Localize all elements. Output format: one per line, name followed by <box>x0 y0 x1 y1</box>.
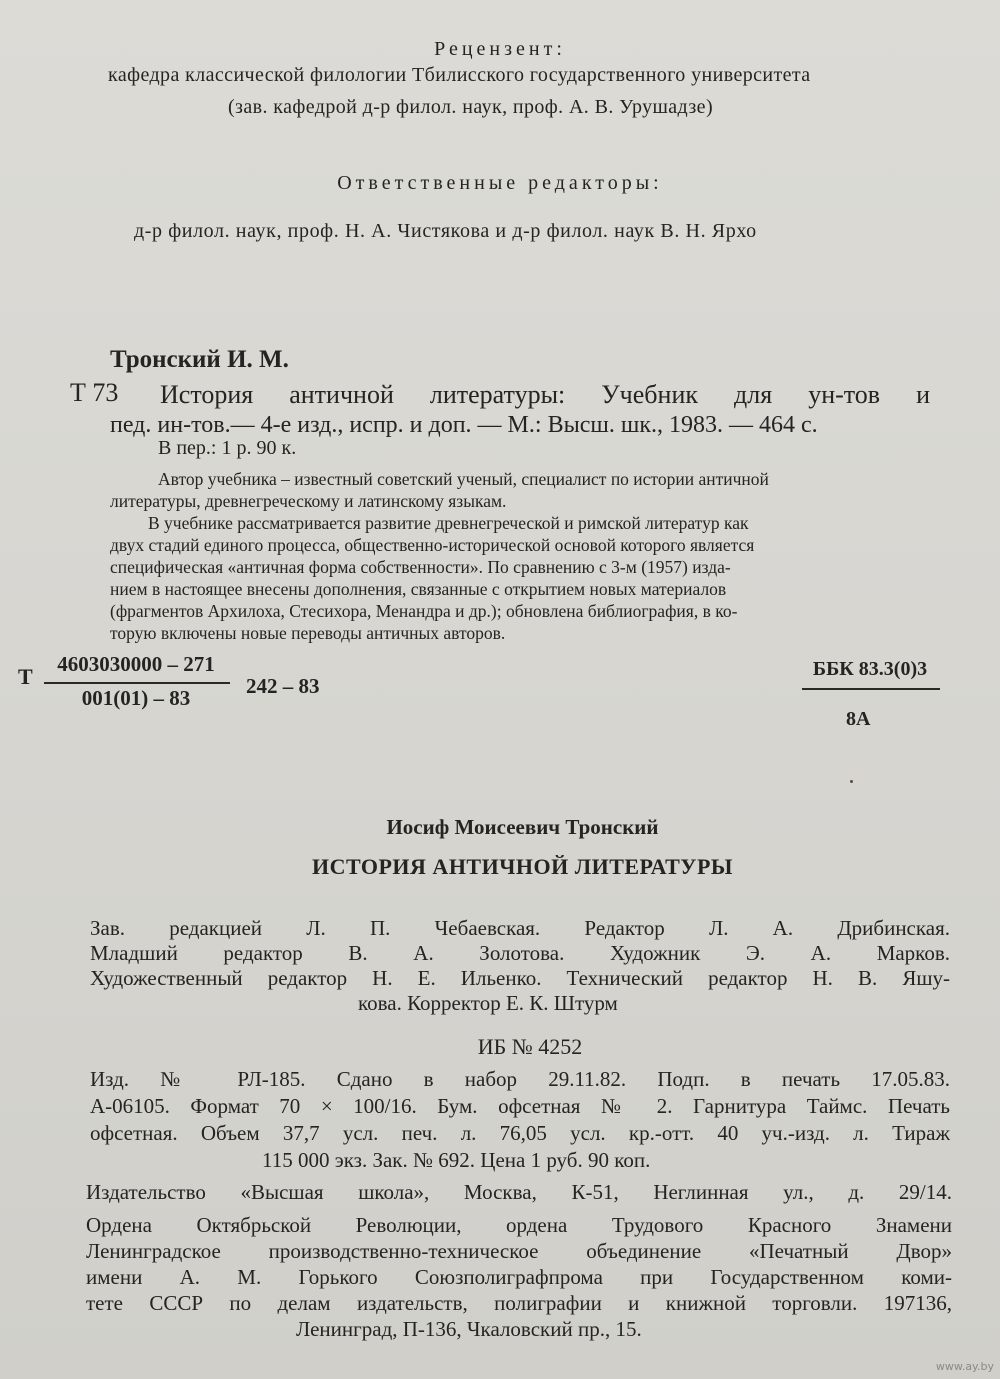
bbk-line <box>802 688 940 690</box>
annotation-p2-line-4: нием в настоящее внесены дополнения, связанные с открытием новых материалов <box>110 579 727 599</box>
index-letter: Т <box>18 664 33 689</box>
annotation-p2-line-1: В учебнике рассматривается развитие древнегреческой и римской литератур как <box>148 513 749 533</box>
tech-line-4: 115 000 экз. Зак. № 692. Цена 1 руб. 90 коп. <box>262 1148 651 1172</box>
index-fraction-line <box>44 682 230 684</box>
watermark: www.ay.by <box>935 1360 994 1373</box>
annotation-p1-line-1: Автор учебника – известный советский ученый, специалист по истории античной <box>158 469 769 489</box>
staff-line-2: Младший редактор В. А. Золотова. Художник Э. А. Марков. <box>90 941 950 965</box>
annotation-p2-line-6: торую включены новые переводы античных авторов. <box>110 623 506 643</box>
tech-line-3: офсетная. Объем 37,7 усл. печ. л. 76,05 усл. кр.-отт. 40 уч.-изд. л. Тираж <box>90 1121 950 1145</box>
reviewer-heading: Рецензент: <box>434 38 566 60</box>
catalog-code: Т 73 <box>70 378 119 407</box>
annotation-p2-line-3: специфическая «античная форма собственности». По сравнению с 3-м (1957) изда- <box>110 557 731 577</box>
index-denominator: 001(01) – 83 <box>81 686 191 710</box>
catalog-title-line-1: История античной литературы: Учебник для ун-тов и <box>160 380 930 409</box>
catalog-title-line-2: пед. ин-тов.— 4-е изд., испр. и доп. — М.: Высш. шк., 1983. — 464 с. <box>110 412 818 438</box>
annotation-p2-line-5: (фрагментов Архилоха, Стесихора, Менандра и др.); обновлена библиография, в ко- <box>110 601 738 621</box>
catalog-price: В пер.: 1 р. 90 к. <box>158 437 297 459</box>
imprint-author: Иосиф Моисеевич Тронский <box>386 815 659 839</box>
index-order: 242 – 83 <box>246 674 320 698</box>
imprint-staff <box>90 916 950 1016</box>
speck <box>850 780 853 783</box>
printer-line-2: Ленинградское производственно-техническое объединение «Печатный Двор» <box>86 1239 952 1263</box>
staff-line-4: кова. Корректор Е. К. Штурм <box>358 991 618 1015</box>
annotation-p1-line-2: литературы, древнегреческому и латинскому языкам. <box>110 491 507 511</box>
staff-line-1: Зав. редакцией Л. П. Чебаевская. Редактор Л. А. Дрибинская. <box>90 916 950 940</box>
reviewer-line-1: кафедра классической филологии Тбилисского государственного университета <box>108 64 811 86</box>
catalog-annotation <box>110 468 935 644</box>
bbk-code: ББК 83.3(0)3 <box>812 658 928 680</box>
imprint-title: ИСТОРИЯ АНТИЧНОЙ ЛИТЕРАТУРЫ <box>312 854 733 879</box>
imprint-tech <box>90 1066 950 1174</box>
printer-line-5: Ленинград, П-136, Чкаловский пр., 15. <box>296 1317 642 1341</box>
index-numerator: 4603030000 – 271 <box>57 652 215 676</box>
annotation-p2-line-2: двух стадий единого процесса, общественно-исторической основой которого является <box>110 535 755 555</box>
printer-line-4: тете СССР по делам издательств, полиграфии и книжной торговли. 197136, <box>86 1291 952 1315</box>
catalog-author: Тронский И. М. <box>110 346 289 373</box>
bbk-sub: 8А <box>846 708 871 730</box>
imprint-ib: ИБ № 4252 <box>477 1034 583 1059</box>
printer-line-1: Ордена Октябрьской Революции, ордена Трудового Красного Знамени <box>86 1213 952 1237</box>
editors-heading: Ответственные редакторы: <box>337 172 663 194</box>
reviewer-line-2: (зав. кафедрой д-р филол. наук, проф. А. В. Урушадзе) <box>228 96 714 118</box>
printer-line-3: имени А. М. Горького Союзполиграфпрома при Государственном коми- <box>86 1265 952 1289</box>
staff-line-3: Художественный редактор Н. Е. Ильенко. Технический редактор Н. В. Яшу- <box>90 966 950 990</box>
imprint-printer <box>86 1212 952 1342</box>
tech-line-1: Изд. № РЛ-185. Сдано в набор 29.11.82. Подп. в печать 17.05.83. <box>90 1067 950 1091</box>
tech-line-2: А-06105. Формат 70 × 100/16. Бум. офсетная № 2. Гарнитура Таймс. Печать <box>90 1094 950 1118</box>
editors-line: д-р филол. наук, проф. Н. А. Чистякова и д-р филол. наук В. Н. Ярхо <box>134 220 757 242</box>
imprint-publisher: Издательство «Высшая школа», Москва, К-51, Неглинная ул., д. 29/14. <box>86 1180 952 1204</box>
